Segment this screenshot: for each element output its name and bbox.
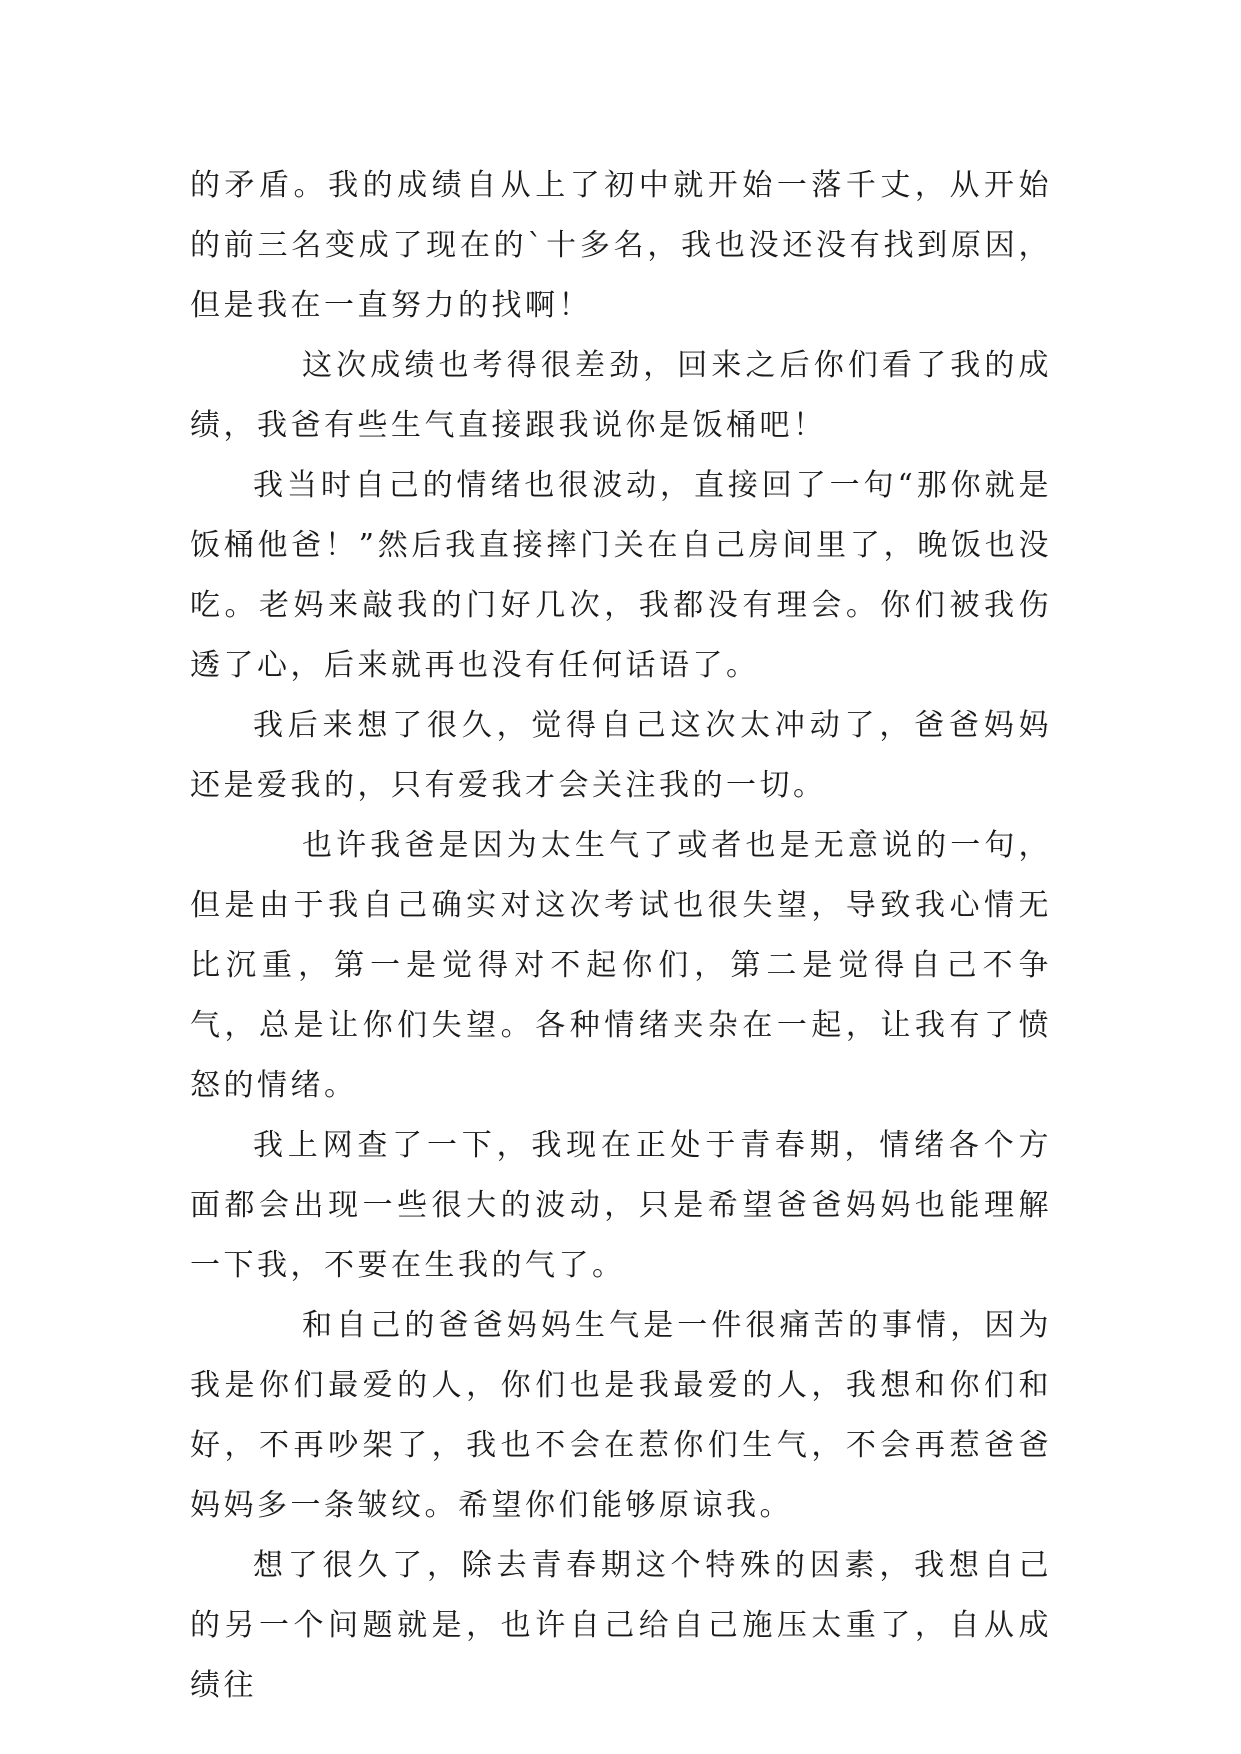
paragraph-5: 也许我爸是因为太生气了或者也是无意说的一句，但是由于我自己确实对这次考试也很失望，导致我心情无比沉重，第一是觉得对不起你们，第二是觉得自己不争气，总是让你们失望。各种情绪夹杂在一起，让我有了愤怒的情绪。 xyxy=(190,828,1052,1103)
paragraph-4: 我后来想了很久，觉得自己这次太冲动了，爸爸妈妈还是爱我的，只有爱我才会关注我的一切。 xyxy=(190,708,1052,803)
paragraph-2: 这次成绩也考得很差劲，回来之后你们看了我的成绩，我爸有些生气直接跟我说你是饭桶吧！ xyxy=(190,348,1052,443)
paragraph-7: 和自己的爸爸妈妈生气是一件很痛苦的事情，因为我是你们最爱的人，你们也是我最爱的人，我想和你们和好，不再吵架了，我也不会在惹你们生气，不会再惹爸爸妈妈多一条皱纹。希望你们能够原谅我。 xyxy=(190,1308,1052,1523)
document-body xyxy=(190,156,1052,1716)
paragraph-3: 我当时自己的情绪也很波动，直接回了一句“那你就是饭桶他爸！”然后我直接摔门关在自己房间里了，晚饭也没吃。老妈来敲我的门好几次，我都没有理会。你们被我伤透了心，后来就再也没有任何话语了。 xyxy=(190,468,1052,683)
paragraph-1: 的矛盾。我的成绩自从上了初中就开始一落千丈，从开始的前三名变成了现在的`十多名，我也没还没有找到原因，但是我在一直努力的找啊！ xyxy=(190,168,1052,323)
paragraph-8: 想了很久了，除去青春期这个特殊的因素，我想自己的另一个问题就是，也许自己给自己施压太重了，自从成绩往 xyxy=(190,1548,1052,1703)
paragraph-6: 我上网查了一下，我现在正处于青春期，情绪各个方面都会出现一些很大的波动，只是希望爸爸妈妈也能理解一下我，不要在生我的气了。 xyxy=(190,1128,1052,1283)
